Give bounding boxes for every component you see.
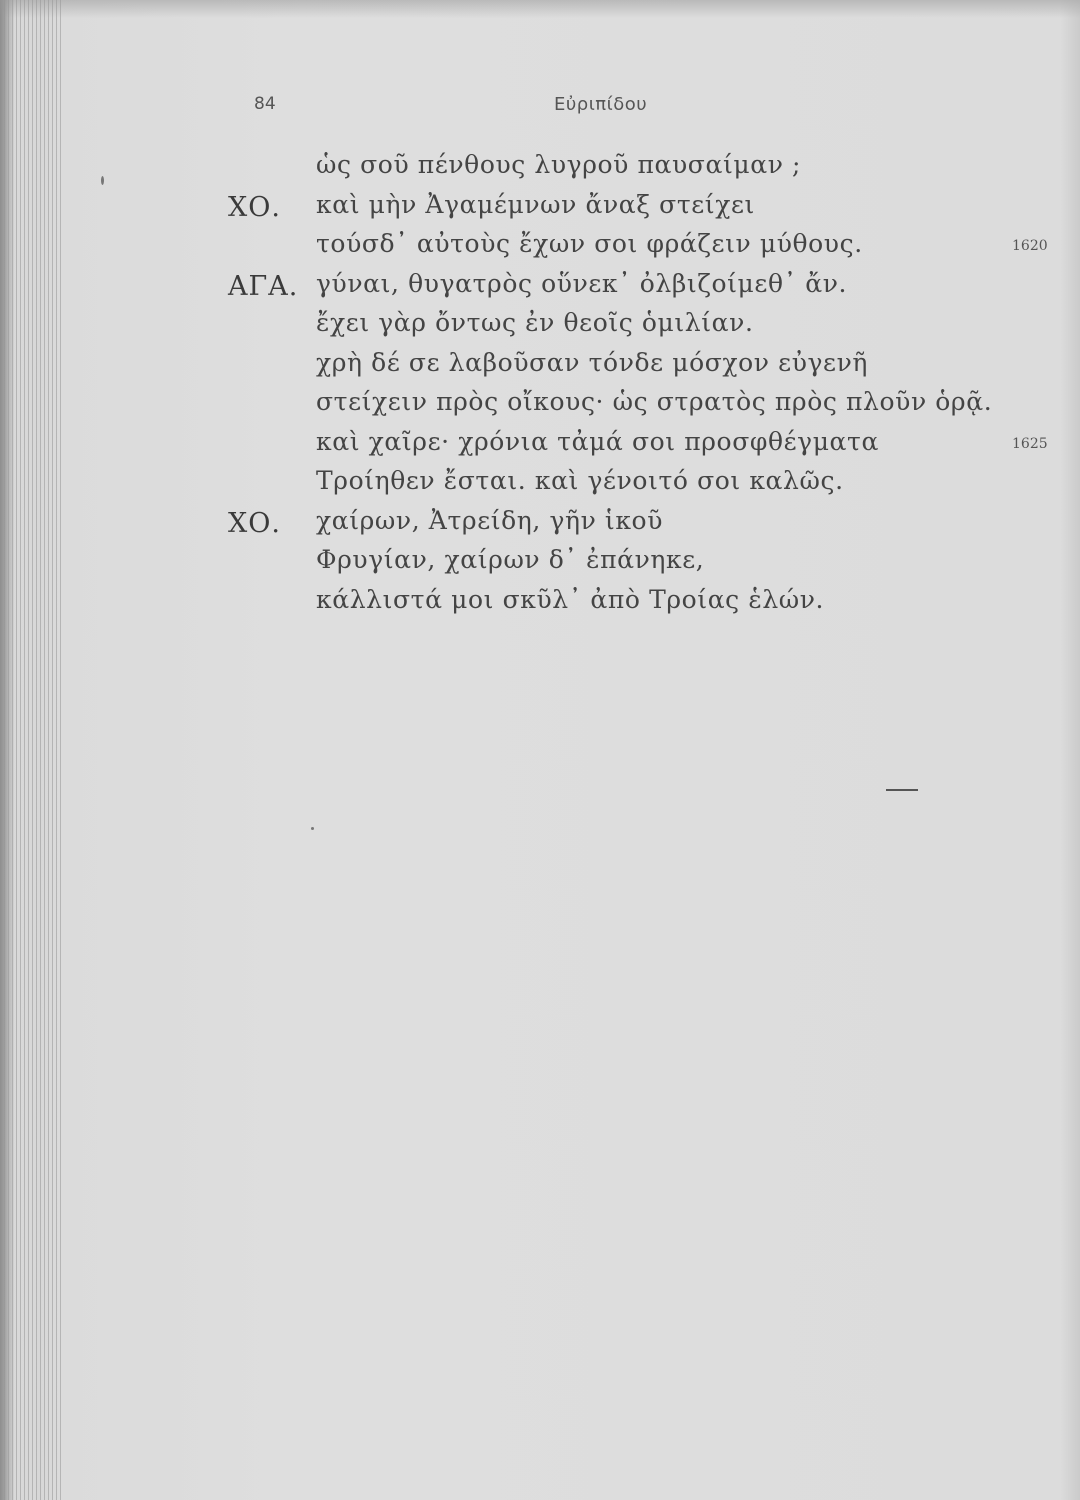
verse-line: [0, 229, 1080, 269]
verse-line: [0, 506, 1080, 546]
verse-text: χρὴ δέ σε λαβοῦσαν τόνδε μόσχον εὐγενῆ: [316, 347, 868, 377]
speaker-label: ΧΟ.: [228, 507, 281, 539]
dust-speck: [311, 827, 314, 830]
verse-text: Φρυγίαν, χαίρων δ᾽ ἐπάνηκε,: [316, 545, 705, 574]
verse-line: [0, 308, 1080, 348]
speaker-label: ΧΟ.: [228, 191, 281, 223]
end-rule: [886, 789, 918, 791]
verse-line: [0, 427, 1080, 467]
verse-text: γύναι, θυγατρὸς οὕνεκ᾽ ὀλβιζοίμεθ᾽ ἄν.: [316, 268, 848, 298]
verse-line: [0, 269, 1080, 309]
running-head: Εὐριπίδου: [554, 94, 648, 115]
dust-speck: [101, 176, 104, 185]
page-number: 84: [254, 94, 276, 114]
line-number: 1620: [1012, 238, 1048, 254]
verse-line: [0, 545, 1080, 585]
verse-text: κάλλιστά μοι σκῦλ᾽ ἀπὸ Τροίας ἑλών.: [316, 584, 825, 614]
verse-text: ἔχει γὰρ ὄντως ἐν θεοῖς ὁμιλίαν.: [316, 308, 754, 337]
verse-text: ὡς σοῦ πένθους λυγροῦ παυσαίμαν ;: [316, 150, 802, 179]
verse-line: [0, 150, 1080, 190]
top-shadow: [0, 0, 1080, 18]
page-header: [0, 94, 1080, 120]
verse-text: χαίρων, Ἀτρείδη, γῆν ἱκοῦ: [316, 505, 664, 535]
verse-text: Τροίηθεν ἔσται. καὶ γένοιτό σοι καλῶς.: [316, 466, 844, 495]
line-number: 1625: [1012, 435, 1048, 452]
verse-text: τούσδ᾽ αὐτοὺς ἔχων σοι φράζειν μύθους.: [316, 229, 863, 258]
verse-text: καὶ μὴν Ἀγαμέμνων ἄναξ στείχει: [316, 189, 755, 219]
verse-line: [0, 585, 1080, 625]
verse-text: στείχειν πρὸς οἴκους· ὡς στρατὸς πρὸς πλοῦν ὁρᾷ.: [316, 387, 993, 416]
speaker-label: ΑΓΑ.: [228, 270, 299, 302]
verse-line: [0, 348, 1080, 388]
verse-block: [0, 150, 1080, 624]
verse-line: [0, 466, 1080, 506]
verse-line: [0, 190, 1080, 230]
verse-text: καὶ χαῖρε· χρόνια τἀμά σοι προσφθέγματα: [316, 426, 879, 456]
verse-line: [0, 387, 1080, 427]
